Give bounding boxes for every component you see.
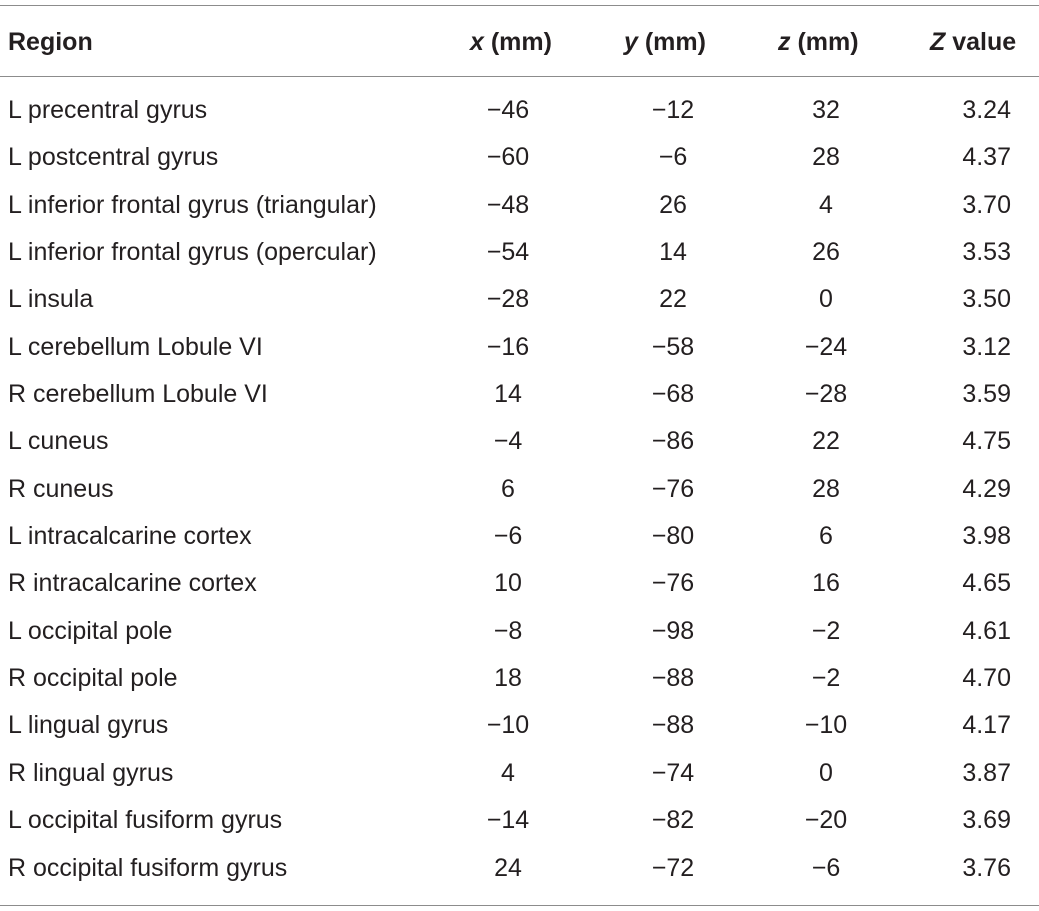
- cell-x: 6: [501, 474, 515, 503]
- table-row: [0, 751, 1039, 798]
- cell-x: −16: [486, 332, 530, 361]
- header-y-unit: (mm): [637, 28, 706, 56]
- cell-y: 14: [659, 238, 687, 267]
- cell-region: L postcentral gyrus: [8, 143, 219, 172]
- cell-x: −54: [486, 238, 530, 267]
- cell-y: −98: [651, 616, 695, 645]
- cell-region: L insula: [8, 285, 94, 314]
- table-row: [0, 703, 1039, 750]
- cell-z: −2: [811, 664, 841, 693]
- cell-z-value: 3.53: [962, 238, 1011, 267]
- cell-y: −76: [651, 569, 695, 598]
- cell-x: −46: [486, 96, 530, 124]
- table-row: [0, 419, 1039, 466]
- table-row: [0, 467, 1039, 514]
- cell-region: L inferior frontal gyrus (triangular): [8, 190, 377, 219]
- cell-x: −14: [486, 806, 530, 835]
- cell-z-value: 3.70: [962, 190, 1011, 219]
- cell-z-value: 4.65: [962, 569, 1011, 598]
- cell-z-value: 3.50: [962, 285, 1011, 314]
- cell-z-value: 3.24: [962, 96, 1011, 124]
- cell-x: −28: [486, 285, 530, 314]
- cell-z: −28: [804, 380, 848, 409]
- cell-z: −2: [811, 616, 841, 645]
- cell-x: 10: [494, 569, 522, 598]
- table-header-row: [0, 5, 1039, 76]
- cell-region: R occipital pole: [8, 664, 178, 693]
- cell-z: 32: [812, 96, 840, 124]
- table-body: [0, 88, 1039, 893]
- header-z-value: [930, 28, 1035, 57]
- cell-y: −82: [651, 806, 695, 835]
- cell-z-value: 4.70: [962, 664, 1011, 693]
- cell-region: L occipital fusiform gyrus: [8, 806, 283, 835]
- table-row: [0, 798, 1039, 845]
- cell-x: −60: [486, 143, 530, 172]
- cell-y: −58: [651, 332, 695, 361]
- cell-y: −74: [651, 758, 695, 787]
- header-z: [778, 28, 878, 57]
- header-y: [624, 28, 724, 57]
- cell-region: L precentral gyrus: [8, 96, 208, 124]
- cell-y: 22: [659, 285, 687, 314]
- cell-region: L occipital pole: [8, 616, 173, 645]
- table-row: [0, 88, 1039, 135]
- cell-z: 26: [812, 238, 840, 267]
- table-row: [0, 656, 1039, 703]
- cell-x: −8: [493, 616, 523, 645]
- cell-region: R lingual gyrus: [8, 758, 174, 787]
- cell-y: −76: [651, 474, 695, 503]
- table-row: [0, 561, 1039, 608]
- cell-region: R occipital fusiform gyrus: [8, 853, 288, 882]
- table-row: [0, 325, 1039, 372]
- header-x: [470, 28, 570, 57]
- cell-z: −20: [804, 806, 848, 835]
- cell-z: 0: [819, 285, 833, 314]
- table-bottom-rule: [0, 905, 1039, 906]
- cell-y: −68: [651, 380, 695, 409]
- cell-y: −80: [651, 522, 695, 551]
- cell-z-value: 3.59: [962, 380, 1011, 409]
- cell-z: −6: [811, 853, 841, 882]
- table-row: [0, 372, 1039, 419]
- cell-z-value: 4.17: [962, 711, 1011, 740]
- cell-z-value: 3.69: [962, 806, 1011, 835]
- cell-z-value: 3.12: [962, 332, 1011, 361]
- cell-y: −86: [651, 427, 695, 456]
- cell-z-value: 3.87: [962, 758, 1011, 787]
- cell-region: R cuneus: [8, 474, 114, 503]
- cell-x: 4: [501, 758, 515, 787]
- cell-y: −88: [651, 711, 695, 740]
- cell-z: 16: [812, 569, 840, 598]
- cell-region: L cerebellum Lobule VI: [8, 332, 263, 361]
- cell-z: 28: [812, 474, 840, 503]
- cell-z-value: 4.29: [962, 474, 1011, 503]
- header-y-symbol: y: [624, 28, 638, 56]
- table-row: [0, 277, 1039, 324]
- header-x-symbol: x: [470, 28, 484, 56]
- cell-region: L cuneus: [8, 427, 109, 456]
- cell-z-value: 4.37: [962, 143, 1011, 172]
- header-z-unit: (mm): [790, 28, 859, 56]
- cell-y: −72: [651, 853, 695, 882]
- cell-y: 26: [659, 190, 687, 219]
- cell-z-value: 4.75: [962, 427, 1011, 456]
- table-row: [0, 609, 1039, 656]
- cell-x: −6: [493, 522, 523, 551]
- cell-x: −48: [486, 190, 530, 219]
- cell-region: R intracalcarine cortex: [8, 569, 257, 598]
- cell-z-value: 3.76: [962, 853, 1011, 882]
- cell-z: 6: [819, 522, 833, 551]
- cell-y: −12: [651, 96, 695, 124]
- table-row: [0, 846, 1039, 893]
- cell-x: 14: [494, 380, 522, 409]
- cell-x: 24: [494, 853, 522, 882]
- cell-region: L intracalcarine cortex: [8, 522, 252, 551]
- cell-region: L inferior frontal gyrus (opercular): [8, 238, 377, 267]
- cell-x: 18: [494, 664, 522, 693]
- header-zval-symbol: Z: [930, 28, 946, 56]
- cell-y: −88: [651, 664, 695, 693]
- table-row: [0, 183, 1039, 230]
- header-x-unit: (mm): [483, 28, 552, 56]
- cell-z: 22: [812, 427, 840, 456]
- cell-region: L lingual gyrus: [8, 711, 169, 740]
- cell-x: −10: [486, 711, 530, 740]
- cell-z-value: 3.98: [962, 522, 1011, 551]
- cell-z: −10: [804, 711, 848, 740]
- cell-x: −4: [493, 427, 523, 456]
- cell-z: −24: [804, 332, 848, 361]
- cell-y: −6: [658, 143, 688, 172]
- cell-region: R cerebellum Lobule VI: [8, 380, 268, 409]
- table-row: [0, 135, 1039, 182]
- cell-z: 0: [819, 758, 833, 787]
- cell-z: 4: [819, 190, 833, 219]
- table-row: [0, 230, 1039, 277]
- header-z-symbol: z: [778, 28, 791, 56]
- header-zval-unit: value: [945, 28, 1017, 56]
- table-header-rule: [0, 76, 1039, 77]
- cell-z: 28: [812, 143, 840, 172]
- table-row: [0, 514, 1039, 561]
- header-region: Region: [8, 28, 93, 56]
- cell-z-value: 4.61: [962, 616, 1011, 645]
